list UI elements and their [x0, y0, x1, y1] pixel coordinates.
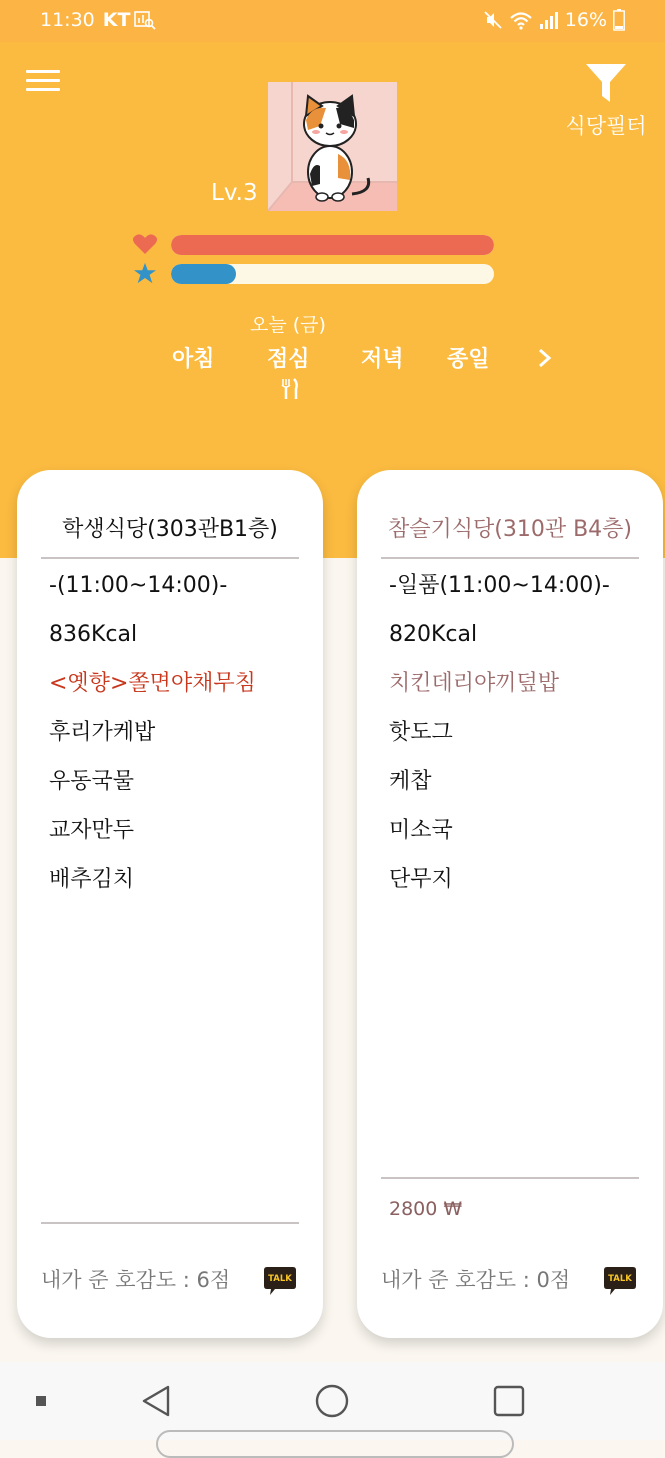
- hamburger-menu-icon[interactable]: [26, 70, 60, 96]
- tab-breakfast[interactable]: 아침: [172, 347, 215, 372]
- restaurant-card-chamseulgi[interactable]: [357, 470, 663, 1338]
- status-bar: [0, 0, 665, 42]
- svg-text:TALK: TALK: [268, 1274, 292, 1284]
- exp-bar: [171, 264, 494, 284]
- exp-bar-row: [132, 262, 502, 284]
- cat-character-icon: [268, 82, 397, 211]
- divider: [41, 1222, 299, 1224]
- menu-item: 배추김치: [49, 867, 135, 892]
- menu-item-highlight: 치킨데리야끼덮밥: [389, 671, 560, 696]
- affinity-label: 내가 준 호감도 : 6점: [41, 1268, 231, 1292]
- home-icon[interactable]: [315, 1384, 349, 1418]
- tab-all-day[interactable]: 종일: [447, 347, 490, 372]
- divider: [41, 557, 299, 559]
- card-title: 학생식당(303관B1층): [62, 517, 278, 542]
- menu-item: -일품(11:00~14:00)-: [389, 573, 610, 598]
- menu-item: 후리가케밥: [49, 720, 156, 745]
- menu-item-highlight: <옛향>쫄면야채무침: [49, 671, 256, 696]
- hp-bar-row: [132, 233, 502, 255]
- divider: [381, 1177, 639, 1179]
- status-carrier: KT: [102, 9, 131, 31]
- talk-chat-icon[interactable]: [263, 1266, 297, 1296]
- date-label: 오늘 (금): [250, 314, 326, 336]
- exp-bar-fill: [171, 264, 236, 284]
- filter-label: 식당필터: [565, 114, 647, 138]
- chevron-right-icon[interactable]: [536, 347, 554, 369]
- hp-bar: [171, 235, 494, 255]
- mute-icon: [483, 10, 503, 30]
- menu-list: [49, 570, 256, 913]
- tab-dinner[interactable]: 저녁: [361, 347, 404, 372]
- signal-icon: [539, 10, 559, 30]
- system-nav-bar: [0, 1362, 665, 1440]
- menu-item: 미소국: [389, 818, 453, 843]
- funnel-icon: [584, 62, 628, 104]
- menu-item: 케찹: [389, 769, 432, 794]
- tab-lunch[interactable]: 점심: [267, 347, 310, 372]
- fork-knife-icon: [280, 377, 300, 401]
- divider: [381, 557, 639, 559]
- price-label: 2800 ₩: [389, 1198, 463, 1220]
- talk-chat-icon[interactable]: [603, 1266, 637, 1296]
- wifi-icon: [509, 10, 533, 30]
- menu-list: [389, 570, 610, 913]
- battery-percent: 16%: [564, 9, 607, 31]
- menu-item: 단무지: [389, 867, 453, 892]
- hp-bar-fill: [171, 235, 494, 255]
- chart-search-icon: [134, 10, 156, 30]
- status-time: 11:30: [40, 9, 95, 31]
- menu-item: 핫도그: [389, 720, 453, 745]
- menu-item: 820Kcal: [389, 622, 478, 647]
- affinity-label: 내가 준 호감도 : 0점: [381, 1268, 571, 1292]
- avatar[interactable]: [268, 82, 397, 211]
- overview-icon[interactable]: [493, 1384, 525, 1418]
- restaurant-filter-button[interactable]: [561, 62, 651, 140]
- menu-item: 836Kcal: [49, 622, 138, 647]
- battery-icon: [613, 9, 625, 31]
- heart-icon: [132, 233, 158, 255]
- recents-dot-icon[interactable]: [36, 1396, 46, 1406]
- menu-item: 교자만두: [49, 818, 135, 843]
- back-icon[interactable]: [140, 1384, 172, 1418]
- gesture-handle[interactable]: [156, 1430, 514, 1458]
- menu-item: 우동국물: [49, 769, 135, 794]
- svg-text:TALK: TALK: [608, 1274, 632, 1284]
- star-icon: [132, 262, 158, 284]
- menu-item: -(11:00~14:00)-: [49, 573, 228, 598]
- restaurant-card-student[interactable]: [17, 470, 323, 1338]
- level-label: Lv.3: [211, 180, 258, 206]
- card-title: 참슬기식당(310관 B4층): [387, 517, 632, 542]
